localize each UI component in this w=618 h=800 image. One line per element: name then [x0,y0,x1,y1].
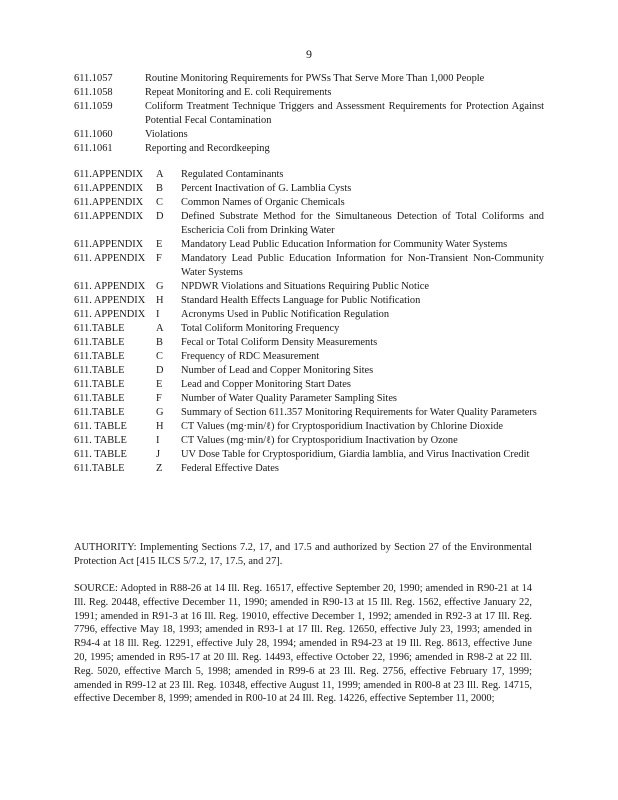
table-label: 611.TABLE [74,365,125,376]
table-title: UV Dose Table for Cryptosporidium, Giardia lamblia, and Virus Inactivation Credit [181,449,530,460]
authority-paragraph: AUTHORITY: Implementing Sections 7.2, 17, and 17.5 and authorized by Section 27 of the Environmental Protection Act [415 ILCS 5/7.2, 17, 17.5, and 27]. [74,542,532,567]
table-letter: H [156,421,164,432]
appendix-title: Mandatory Lead Public Education Information for Non-Transient Non-Community Water Systems [181,253,544,278]
table-letter: A [156,323,164,334]
appendix-letter: E [156,239,163,250]
list-item [74,406,544,420]
appendix-title: Common Names of Organic Chemicals [181,197,345,208]
section-number: 611.1061 [74,143,113,154]
appendix-letter: D [156,211,164,222]
list-item [74,72,544,86]
table-letter: C [156,351,163,362]
section-title: Violations [145,129,188,140]
table-letter: D [156,365,164,376]
source-paragraph: SOURCE: Adopted in R88-26 at 14 Ill. Reg. 16517, effective September 20, 1990; amended in R90-21 at 14 Ill. Reg. 20448, effective December 11, 1990; amended in R90-13 at 15 Ill. Reg. 1562, effective January 22, 1991; amended in R91-3 at 16 Ill. Reg. 19010, effective December 1, 1992; amended in R92-3 at 17 Ill. Reg. 7796, effective May 18, 1993; amended in R93-1 at 17 Ill. Reg. 12650, effective July 23, 1993; amended in R94-4 at 18 Ill. Reg. 12291, effective July 28, 1994; amended in R94-23 at 19 Ill. Reg. 8613, effective June 20, 1995; amended in R95-17 at 20 Ill. Reg. 14493, effective October 22, 1996; amended in R98-2 at 22 Ill. Reg. 5020, effective March 5, 1998; amended in R99-6 at 23 Ill. Reg. 2756, effective February 17, 1999; amended in R99-12 at 23 Ill. Reg. 10348, effective August 11, 1999; amended in R00-8 at 23 Ill. Reg. 14715, effective December 8, 1999; amended in R00-10 at 24 Ill. Reg. 14226, effective September 11, 2000; [74,583,532,705]
list-item [74,322,544,336]
appendix-title: Defined Substrate Method for the Simultaneous Detection of Total Coliforms and Eschericia Coli from Drinking Water [181,211,544,236]
table-label: 611.TABLE [74,407,125,418]
appendix-title: Mandatory Lead Public Education Information for Community Water Systems [181,239,508,250]
table-letter: B [156,337,163,348]
appendix-label: 611. APPENDIX [74,253,146,264]
list-item [74,378,544,392]
table-letter: I [156,435,160,446]
list-item [74,238,544,252]
appendix-label: 611.APPENDIX [74,211,144,222]
appendix-letter: H [156,295,164,306]
table-label: 611. TABLE [74,435,127,446]
section-number: 611.1059 [74,101,113,112]
appendix-label: 611. APPENDIX [74,309,146,320]
list-item [74,86,544,100]
appendix-letter: F [156,253,162,264]
page-number: 9 [306,47,312,61]
appendix-title: Percent Inactivation of G. Lamblia Cysts [181,183,352,194]
list-item [74,462,544,476]
list-item [74,182,544,196]
table-title: Fecal or Total Coliform Density Measurements [181,337,378,348]
appendix-letter: C [156,197,163,208]
table-letter: Z [156,463,163,474]
list-item [74,434,544,448]
table-title: CT Values (mg·min/ℓ) for Cryptosporidium Inactivation by Ozone [181,435,458,446]
appendix-title: NPDWR Violations and Situations Requiring Public Notice [181,281,429,292]
list-item [74,280,544,294]
list-item [74,252,544,280]
appendix-letter: B [156,183,163,194]
list-item [74,168,544,182]
table-title: CT Values (mg·min/ℓ) for Cryptosporidium Inactivation by Chlorine Dioxide [181,421,504,432]
appendix-letter: I [156,309,160,320]
table-label: 611.TABLE [74,337,125,348]
table-label: 611.TABLE [74,393,125,404]
table-letter: J [156,449,161,460]
appendix-label: 611.APPENDIX [74,183,144,194]
section-number: 611.1060 [74,129,113,140]
appendix-title: Acronyms Used in Public Notification Regulation [181,309,390,320]
table-label: 611.TABLE [74,463,125,474]
list-item [74,294,544,308]
list-item [74,128,544,142]
section-title: Repeat Monitoring and E. coli Requirements [145,87,332,98]
list-item [74,308,544,322]
table-title: Total Coliform Monitoring Frequency [181,323,340,334]
section-list [74,72,544,156]
appendix-title: Regulated Contaminants [181,169,284,180]
list-item [74,392,544,406]
list-item [74,142,544,156]
list-item [74,336,544,350]
table-label: 611. TABLE [74,421,127,432]
table-title: Frequency of RDC Measurement [181,351,320,362]
table-label: 611.TABLE [74,351,125,362]
table-title: Federal Effective Dates [181,463,279,474]
list-item [74,210,544,238]
appendix-label: 611.APPENDIX [74,169,144,180]
appendix-label: 611. APPENDIX [74,281,146,292]
appendix-label: 611.APPENDIX [74,239,144,250]
table-letter: E [156,379,163,390]
list-item [74,350,544,364]
table-title: Number of Water Quality Parameter Sampling Sites [181,393,397,404]
appendix-letter: G [156,281,164,292]
section-title: Routine Monitoring Requirements for PWSs That Serve More Than 1,000 People [145,73,485,84]
table-title: Number of Lead and Copper Monitoring Sites [181,365,374,376]
section-title: Coliform Treatment Technique Triggers and Assessment Requirements for Protection Against Potential Fecal Contamination [145,101,544,126]
section-number: 611.1058 [74,87,113,98]
list-item [74,196,544,210]
table-letter: F [156,393,162,404]
appendix-letter: A [156,169,164,180]
list-item [74,448,544,462]
appendix-list [74,168,544,476]
table-title: Summary of Section 611.357 Monitoring Requirements for Water Quality Parameters [181,407,537,418]
list-item [74,100,544,128]
list-item [74,420,544,434]
list-item [74,364,544,378]
section-number: 611.1057 [74,73,113,84]
section-title: Reporting and Recordkeeping [145,143,270,154]
appendix-label: 611. APPENDIX [74,295,146,306]
appendix-title: Standard Health Effects Language for Public Notification [181,295,421,306]
table-label: 611.TABLE [74,323,125,334]
appendix-label: 611.APPENDIX [74,197,144,208]
table-label: 611. TABLE [74,449,127,460]
table-label: 611.TABLE [74,379,125,390]
table-letter: G [156,407,164,418]
table-title: Lead and Copper Monitoring Start Dates [181,379,351,390]
